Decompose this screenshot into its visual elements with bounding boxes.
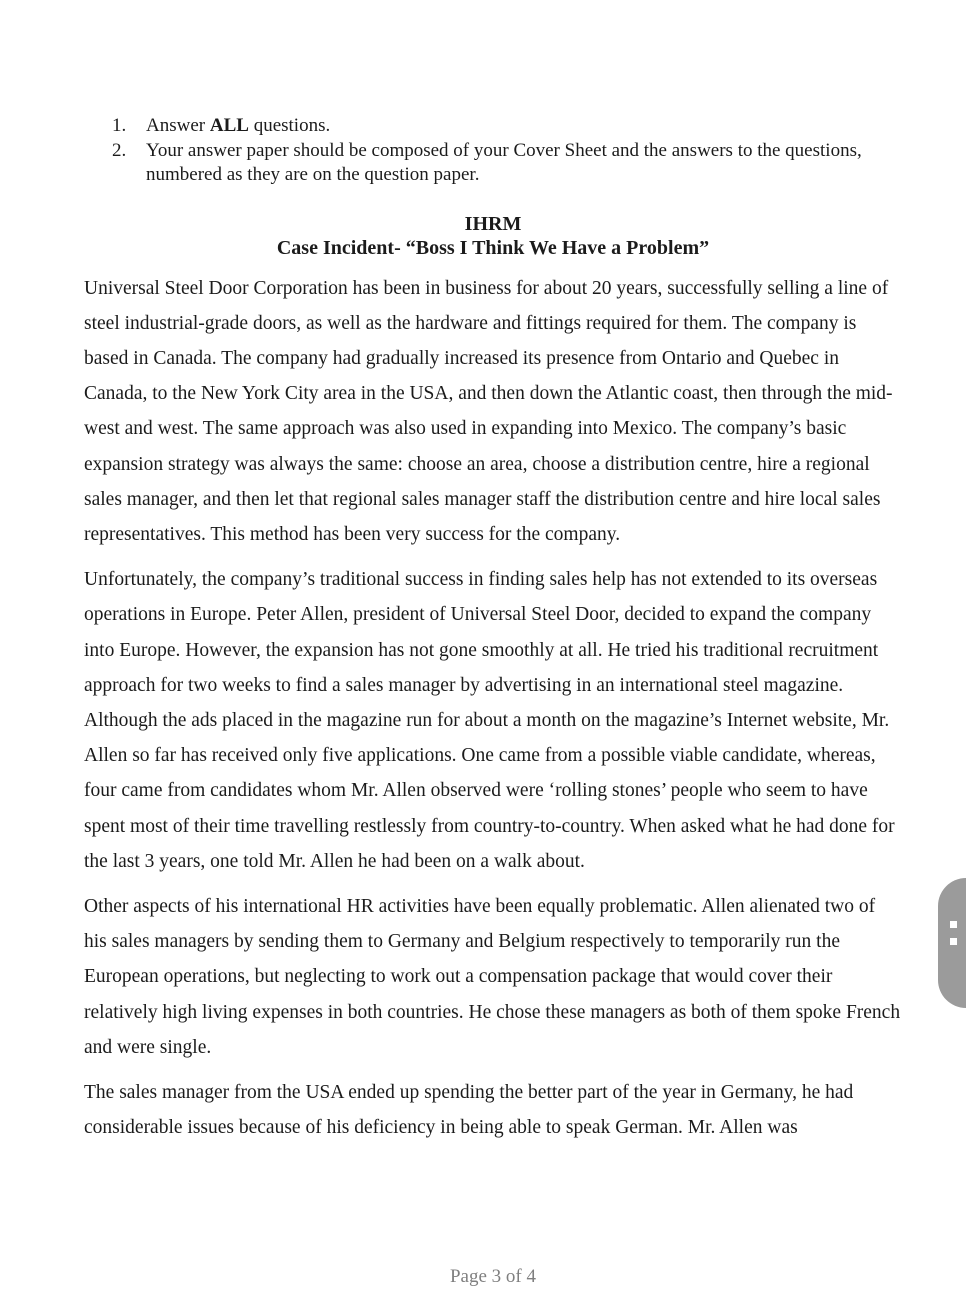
list-item-text (146, 114, 902, 139)
case-paragraph-1: Universal Steel Door Corporation has been in business for about 20 years, successfully selling a line of steel industrial-grade doors, as well as the hardware and fittings required for them. The company is based in Canada. The company had gradually increased its presence from Ontario and Quebec in Canada, to the New York City area in the USA, and then down the Atlantic coast, then through the mid-west and west. The same approach was also used in expanding into Mexico. The company’s basic expansion strategy was always the same: choose an area, choose a distribution centre, hire a regional sales manager, and then let that regional sales manager staff the distribution centre and hire local sales representatives. This method has been very success for the company. (84, 277, 893, 545)
document-content (84, 114, 902, 1155)
page-number: Page 3 of 4 (449, 1266, 536, 1287)
list-item (112, 139, 902, 188)
case-paragraph-2: Unfortunately, the company’s traditional success in finding sales help has not extended to its overseas operations in Europe. Peter Allen, president of Universal Steel Door, decided to expand the company into Europe. However, the expansion has not gone smoothly at all. He tried his traditional recruitment approach for two weeks to find a sales manager by advertising in an international steel magazine. Although the ads placed in the magazine run for about a month on the magazine’s Internet website, Mr. Allen so far has received only five applications. One came from a possible viable candidate, whereas, four came from candidates whom Mr. Allen observed were ‘rolling stones’ people who seem to have spent most of their time travelling restlessly from country-to-country. When asked what he had done for the last 3 years, one told Mr. Allen he had been on a walk about. (84, 569, 895, 872)
section-heading (84, 212, 902, 261)
scroll-grip-icon (950, 921, 957, 928)
case-paragraph-4: The sales manager from the USA ended up spending the better part of the year in Germany, he had considerable issues because of his deficiency in being able to speak German. Mr. Allen was (84, 1081, 854, 1139)
instructions-list (84, 114, 902, 188)
course-title: IHRM (464, 212, 522, 235)
list-item-text-post: questions. (248, 115, 331, 136)
list-item-number: 2. (112, 139, 127, 161)
list-item (112, 114, 902, 139)
list-item-text: Your answer paper should be composed of your Cover Sheet and the answers to the questions, numbered as they are on the question paper. (146, 139, 862, 185)
list-item-text-pre: Answer (146, 115, 210, 136)
case-paragraph-3: Other aspects of his international HR activities have been equally problematic. Allen alienated two of his sales managers by sending them to Germany and Belgium respectively to temporarily run the European operations, but neglecting to work out a compensation package that would cover their relatively high living expenses in both countries. He chose these managers as both of them spoke French and were single. (84, 895, 901, 1058)
list-item-number: 1. (112, 115, 127, 136)
scroll-grip-icon (950, 938, 957, 945)
case-incident-title: Case Incident- “Boss I Think We Have a Problem” (276, 237, 710, 259)
scroll-handle[interactable] (938, 878, 966, 1008)
list-item-text-bold: ALL (209, 115, 249, 136)
